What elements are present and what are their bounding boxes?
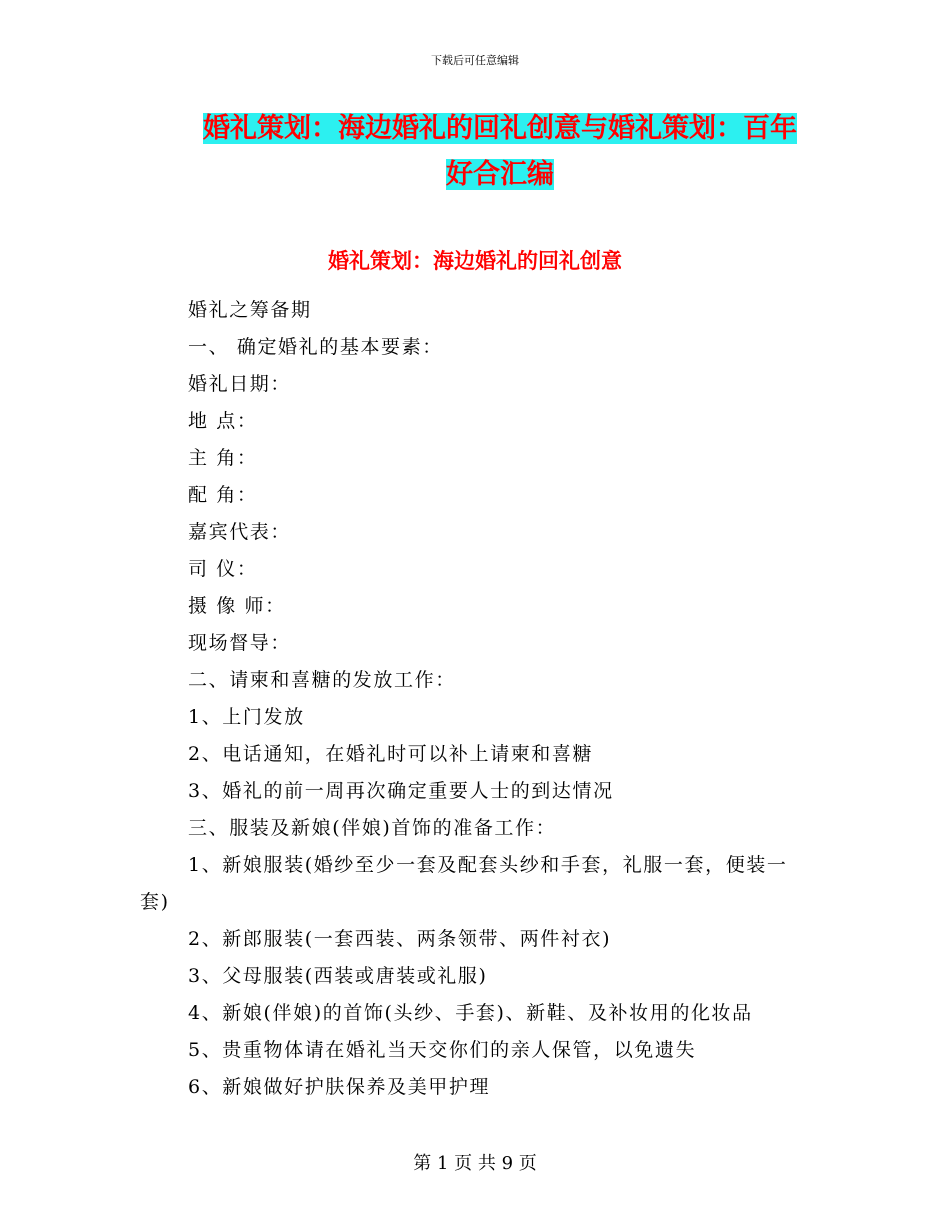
paragraph-invitations-heading: 二、请柬和喜糖的发放工作： bbox=[188, 669, 456, 691]
paragraph-attire-heading: 三、服装及新娘(伴娘)首饰的准备工作： bbox=[188, 817, 557, 839]
paragraph-attire-item-1: 1、新娘服装(婚纱至少一套及配套头纱和手套，礼服一套，便装一套) bbox=[140, 854, 788, 913]
paragraph-attire-item-4: 4、新娘(伴娘)的首饰(头纱、手套)、新鞋、及补妆用的化妆品 bbox=[188, 1002, 753, 1024]
paragraph-main-roles: 主 角： bbox=[188, 447, 258, 469]
document-title-text: 婚礼策划：海边婚礼的回礼创意与婚礼策划：百年好合汇编 bbox=[203, 113, 797, 190]
document-body bbox=[140, 292, 812, 1106]
section-title: 婚礼策划：海边婚礼的回礼创意 bbox=[328, 249, 622, 273]
paragraph-attire-item-5: 5、贵重物体请在婚礼当天交你们的亲人保管，以免遗失 bbox=[188, 1039, 697, 1061]
paragraph-wedding-date: 婚礼日期： bbox=[188, 373, 292, 395]
paragraph-location: 地 点： bbox=[188, 410, 258, 432]
page-header-note: 下载后可任意编辑 bbox=[431, 54, 519, 67]
paragraph-videographer: 摄 像 师： bbox=[188, 595, 286, 617]
paragraph-invitations-item-1: 1、上门发放 bbox=[188, 706, 305, 728]
paragraph-preparation-period: 婚礼之筹备期 bbox=[188, 299, 312, 321]
paragraph-emcee: 司 仪： bbox=[188, 558, 258, 580]
paragraph-invitations-item-3: 3、婚礼的前一周再次确定重要人士的到达情况 bbox=[188, 780, 614, 802]
paragraph-attire-item-2: 2、新郎服装(一套西装、两条领带、两件衬衣) bbox=[188, 928, 612, 950]
page-footer: 第 1 页 共 9 页 bbox=[413, 1153, 537, 1174]
paragraph-onsite-supervisor: 现场督导： bbox=[188, 632, 292, 654]
paragraph-basic-elements-heading: 一、 确定婚礼的基本要素： bbox=[188, 336, 443, 358]
paragraph-attire-item-6: 6、新娘做好护肤保养及美甲护理 bbox=[188, 1076, 491, 1098]
paragraph-supporting-roles: 配 角： bbox=[188, 484, 258, 506]
paragraph-attire-item-3: 3、父母服装(西装或唐装或礼服) bbox=[188, 965, 488, 987]
document-title bbox=[190, 106, 810, 198]
paragraph-guest-representative: 嘉宾代表： bbox=[188, 521, 292, 543]
paragraph-invitations-item-2: 2、电话通知，在婚礼时可以补上请柬和喜糖 bbox=[188, 743, 594, 765]
